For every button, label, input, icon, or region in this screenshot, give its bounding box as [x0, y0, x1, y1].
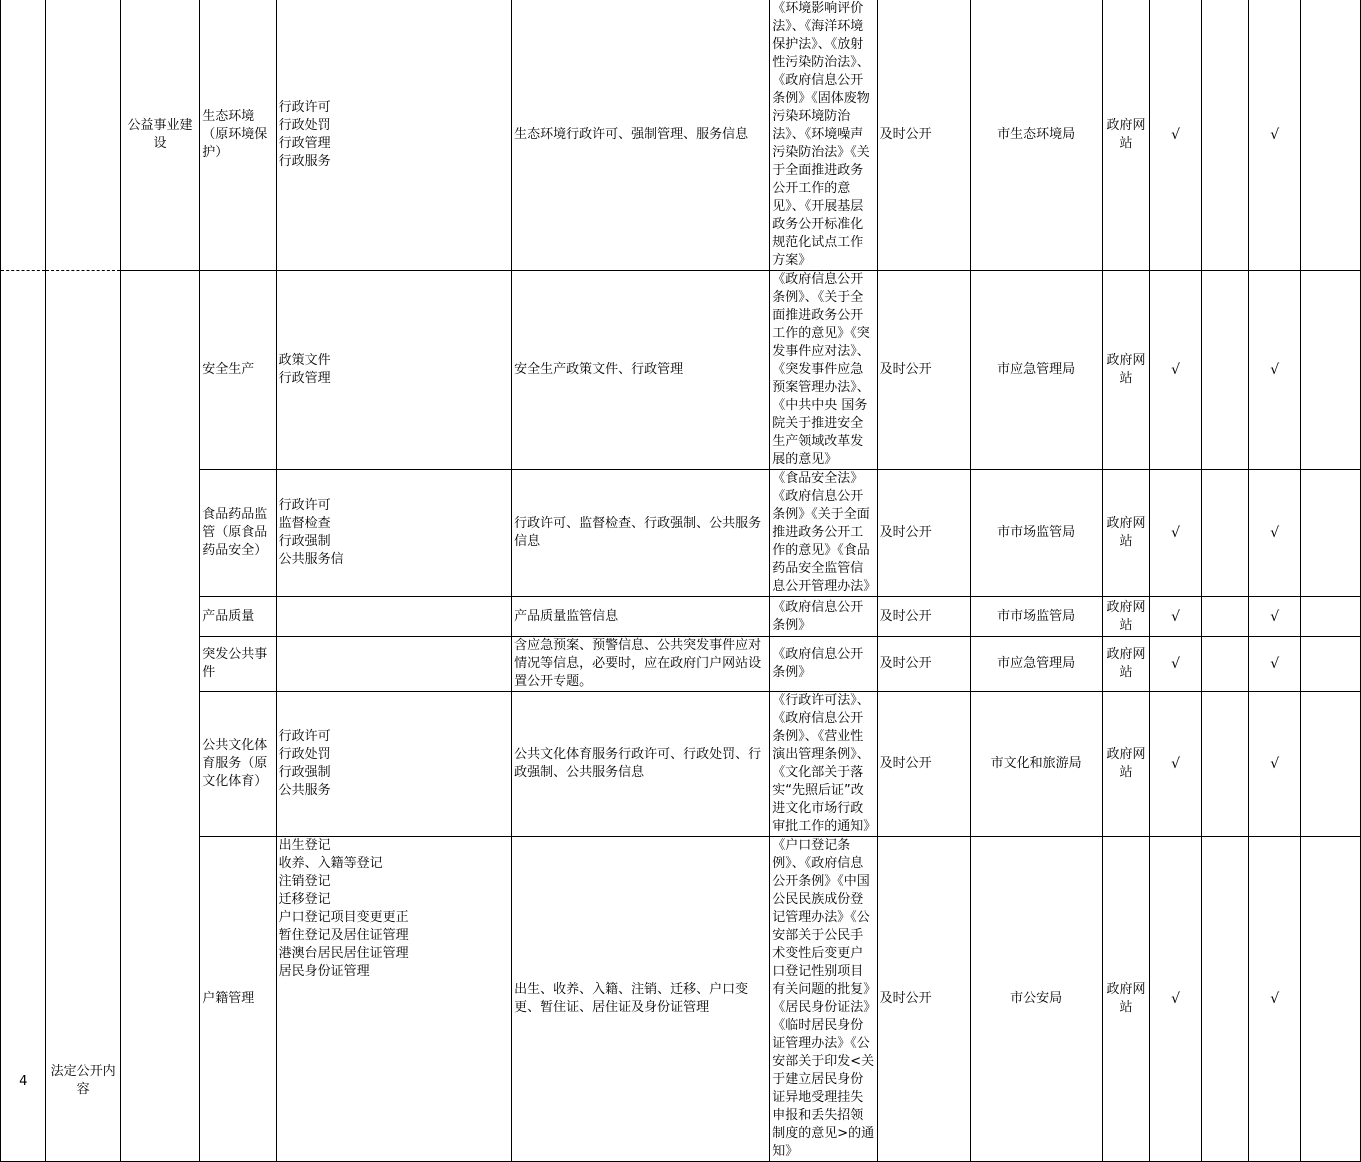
channel-cell: 政府网站 [1102, 597, 1150, 637]
category-cell [46, 0, 120, 271]
check-cell: √ [1150, 271, 1202, 470]
check-cell: √ [1249, 0, 1301, 271]
check-cell: √ [1150, 470, 1202, 597]
empty-cell [1301, 637, 1361, 692]
check-cell: √ [1249, 837, 1301, 1162]
time-cell: 及时公开 [877, 692, 970, 837]
types-cell [276, 637, 511, 692]
check-cell: √ [1249, 470, 1301, 597]
empty-cell [1301, 0, 1361, 271]
table-row [1, 271, 1361, 470]
empty-cell [1301, 597, 1361, 637]
empty-cell [1201, 597, 1249, 637]
empty-cell [1201, 271, 1249, 470]
basis-cell: 《环境影响评价法》、《海洋环境保护法》、《放射性污染防治法》、《政府信息公开条例》《固体废物污染环境防治法》、《环境噪声污染防治法》《关于全面推进政务公开工作的意见》、《开展基层政务公开标准化规范化试点工作方案》 [770, 0, 877, 271]
item-cell: 产品质量 [200, 597, 276, 637]
time-cell: 及时公开 [877, 637, 970, 692]
empty-cell [1301, 692, 1361, 837]
types-cell: 政策文件 行政管理 [276, 271, 511, 470]
item-cell: 户籍管理 [200, 837, 276, 1162]
table-row [1, 637, 1361, 692]
empty-cell [1301, 470, 1361, 597]
channel-cell: 政府网站 [1102, 470, 1150, 597]
table-row [1, 470, 1361, 597]
agency-cell: 市市场监管局 [970, 470, 1102, 597]
check-cell: √ [1150, 837, 1202, 1162]
item-cell: 公共文化体育服务（原文化体育） [200, 692, 276, 837]
number-cell [1, 0, 46, 271]
section-number: 4 [1, 271, 46, 1162]
check-cell: √ [1150, 597, 1202, 637]
channel-cell: 政府网站 [1102, 0, 1150, 271]
check-cell: √ [1150, 637, 1202, 692]
check-cell: √ [1249, 637, 1301, 692]
content-cell: 公共文化体育服务行政许可、行政处罚、行政强制、公共服务信息 [512, 692, 770, 837]
basis-cell: 《政府信息公开条例》 [770, 597, 877, 637]
table-row [1, 0, 1361, 271]
time-cell: 及时公开 [877, 470, 970, 597]
types-cell: 行政许可 行政处罚 行政管理 行政服务 [276, 0, 511, 271]
channel-cell: 政府网站 [1102, 837, 1150, 1162]
agency-cell: 市文化和旅游局 [970, 692, 1102, 837]
empty-cell [1201, 0, 1249, 271]
content-cell: 行政许可、监督检查、行政强制、公共服务信息 [512, 470, 770, 597]
check-cell: √ [1150, 0, 1202, 271]
types-cell: 出生登记 收养、入籍等登记 注销登记 迁移登记 户口登记项目变更更正 暂住登记及居住证管理 港澳台居民居住证管理 居民身份证管理 [276, 837, 511, 1162]
content-cell: 安全生产政策文件、行政管理 [512, 271, 770, 470]
empty-cell [1301, 837, 1361, 1162]
item-cell: 食品药品监管（原食品药品安全） [200, 470, 276, 597]
types-cell [276, 597, 511, 637]
check-cell: √ [1150, 692, 1202, 837]
types-cell: 行政许可 监督检查 行政强制 公共服务信 [276, 470, 511, 597]
agency-cell: 市应急管理局 [970, 637, 1102, 692]
check-cell: √ [1249, 597, 1301, 637]
agency-cell: 市市场监管局 [970, 597, 1102, 637]
content-cell: 含应急预案、预警信息、公共突发事件应对情况等信息，必要时，应在政府门户网站设置公开专题。 [512, 637, 770, 692]
basis-cell: 《食品安全法》《政府信息公开条例》《关于全面推进政务公开工作的意见》《食品药品安全监管信息公开管理办法》 [770, 470, 877, 597]
channel-cell: 政府网站 [1102, 271, 1150, 470]
basis-cell: 《政府信息公开条例》 [770, 637, 877, 692]
empty-cell [1201, 837, 1249, 1162]
empty-cell [1301, 271, 1361, 470]
table-row [1, 837, 1361, 1162]
basis-cell: 《政府信息公开条例》、《关于全面推进政务公开工作的意见》《突发事件应对法》、《突发事件应急预案管理办法》、《中共中央 国务院关于推进安全生产领域改革发展的意见》 [770, 271, 877, 470]
check-cell: √ [1249, 271, 1301, 470]
item-cell: 突发公共事件 [200, 637, 276, 692]
item-cell: 生态环境（原环境保护） [200, 0, 276, 271]
item-cell: 安全生产 [200, 271, 276, 470]
time-cell: 及时公开 [877, 837, 970, 1162]
check-cell: √ [1249, 692, 1301, 837]
agency-cell: 市公安局 [970, 837, 1102, 1162]
group-cell: 公益事业建设 [120, 0, 200, 271]
content-cell: 产品质量监管信息 [512, 597, 770, 637]
basis-cell: 《行政许可法》、《政府信息公开条例》、《营业性演出管理条例》、《文化部关于落实“先照后证”改进文化市场行政审批工作的通知》 [770, 692, 877, 837]
empty-cell [1201, 470, 1249, 597]
table-row [1, 692, 1361, 837]
agency-cell: 市应急管理局 [970, 271, 1102, 470]
group-cell [120, 271, 200, 1162]
basis-cell: 《户口登记条例》、《政府信息公开条例》《中国公民民族成份登记管理办法》《公安部关于公民手术变性后变更户口登记性别项目有关问题的批复》《居民身份证法》《临时居民身份证管理办法》《公安部关于印发<关于建立居民身份证异地受理挂失申报和丢失招领制度的意见>的通知》 [770, 837, 877, 1162]
section-category: 法定公开内容 [46, 271, 120, 1162]
empty-cell [1201, 637, 1249, 692]
types-cell: 行政许可 行政处罚 行政强制 公共服务 [276, 692, 511, 837]
content-cell: 生态环境行政许可、强制管理、服务信息 [512, 0, 770, 271]
agency-cell: 市生态环境局 [970, 0, 1102, 271]
time-cell: 及时公开 [877, 271, 970, 470]
time-cell: 及时公开 [877, 597, 970, 637]
channel-cell: 政府网站 [1102, 692, 1150, 837]
table-row [1, 597, 1361, 637]
content-cell: 出生、收养、入籍、注销、迁移、户口变更、暂住证、居住证及身份证管理 [512, 837, 770, 1162]
empty-cell [1201, 692, 1249, 837]
channel-cell: 政府网站 [1102, 637, 1150, 692]
time-cell: 及时公开 [877, 0, 970, 271]
